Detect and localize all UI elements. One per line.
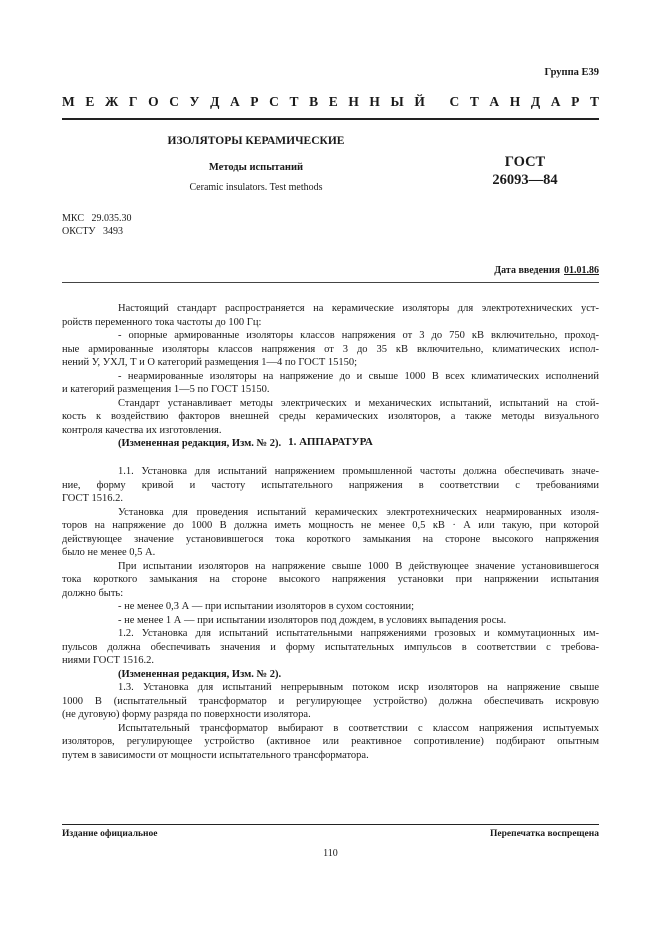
english-title: Ceramic insulators. Test methods (189, 182, 323, 193)
text-line: было не менее 0,5 А. (62, 547, 156, 558)
reprint-note: Перепечатка воспрещена (489, 829, 599, 839)
banner-letter: В (309, 94, 319, 109)
banner-letter: А (229, 94, 240, 109)
section-heading: 1. АППАРАТУРА (288, 436, 373, 448)
banner-letter: Д (530, 94, 541, 109)
gost-number: 26093—84 (492, 172, 558, 188)
banner-letter: Н (509, 94, 521, 109)
text-line: Испытательный трансформатор выбирают в соответствии с классом напряжения испытуемых (118, 722, 599, 734)
okstu-code: ОКСТУ 3493 (62, 226, 124, 237)
banner-letter: Т (589, 94, 599, 109)
text-line: При испытании изоляторов на напряжение свыше 1000 В действующее значение установившегося (118, 560, 599, 572)
page-number: 110 (323, 848, 338, 859)
text-line: пульсов должна обеспечивать значения и форму испытательных импульсов в соответствии с требова- (62, 641, 599, 653)
gost-designation (460, 153, 590, 189)
banner-letter: Ж (104, 94, 119, 109)
intro-text (62, 302, 599, 451)
text-line: должно быть: (62, 587, 124, 599)
banner-letter: Г (128, 94, 138, 109)
text-line: путем в зависимости от мощности испытательного трансформатора. (62, 749, 369, 761)
banner-letter: Т (469, 94, 479, 109)
top-rule (62, 118, 599, 120)
text-line: - не менее 0,3 А — при испытании изоляторов в сухом состоянии; (118, 601, 415, 612)
text-line: контроля качества их изготовления. (62, 424, 222, 436)
text-line: 1.3. Установка для испытаний непрерывным потоком искр изоляторов на напряжение свыше (118, 682, 599, 693)
intro-date-value: 01.01.86 (564, 265, 599, 276)
text-line: - опорные армированные изоляторы классов напряжения от 3 до 750 кВ включительно, проход- (118, 330, 599, 341)
banner-letter: Е (328, 94, 338, 109)
text-line: (не дуговую) форму разряда по поверхности изолятора. (62, 709, 311, 720)
banner-letter: С (269, 94, 279, 109)
standard-banner (62, 94, 599, 110)
banner-letter: У (189, 94, 200, 109)
banner-letter: Ы (390, 94, 404, 109)
document-subtitle: Методы испытаний (208, 162, 304, 173)
text-line: изоляторов, регулирующее устройство (активное или реактивное сопротивление) подбирают опытным (62, 736, 599, 747)
text-line: нений У, УХЛ, Т и О категорий размещения 1—4 по ГОСТ 15150; (62, 357, 358, 368)
document-title: ИЗОЛЯТОРЫ КЕРАМИЧЕСКИЕ (167, 135, 345, 147)
text-line: Настоящий стандарт распространяется на керамические изоляторы для электротехнических уст- (118, 303, 599, 314)
text-line: ные армированные изоляторы классов напряжения от 3 до 35 кВ включительно, климатических испол- (62, 343, 599, 355)
mks-code: МКС 29.035.30 (62, 213, 132, 224)
banner-letter: М (62, 94, 75, 109)
banner-letter: Е (85, 94, 95, 109)
banner-letter: Н (369, 94, 380, 109)
section1-text (62, 465, 599, 762)
text-line: 1.1. Установка для испытаний напряжением промышленной частоты должна обеспечивать значе- (118, 466, 599, 477)
banner-letter: О (148, 94, 159, 109)
banner-letter: Й (414, 94, 425, 109)
banner-letter: Р (250, 94, 259, 109)
banner-letter: Н (348, 94, 359, 109)
intro-date-label: Дата введения (494, 265, 560, 276)
date-rule (62, 282, 599, 283)
banner-letter: Р (571, 94, 580, 109)
banner-letter: А (489, 94, 500, 109)
banner-letter: А (550, 94, 561, 109)
text-line: 1.2. Установка для испытаний испытательными напряжениями грозовых и коммутационных им- (118, 628, 599, 639)
text-line: и категорий размещения 1—5 по ГОСТ 15150. (62, 384, 270, 395)
edition-note: Издание официальное (62, 829, 158, 839)
text-line: - неармированные изоляторы на напряжение до и свыше 1000 В всех климатических исполнений (118, 370, 599, 382)
text-line: ниями ГОСТ 1516.2. (62, 655, 155, 666)
banner-letter: С (449, 94, 460, 109)
amendment-note: (Измененная редакция, Изм. № 2). (118, 668, 282, 680)
text-line: ГОСТ 1516.2. (62, 493, 124, 504)
text-line: тока короткого замыкания на стороне высокого напряжения установки при напряжении испытания (62, 574, 599, 585)
text-line: кость к воздействию факторов внешней среды керамических изоляторов, а также методы визуального (62, 411, 599, 422)
gost-label: ГОСТ (504, 154, 546, 170)
text-line: 1000 В (испытательный трансформатор и регулирующее устройство) должна обеспечивать искровую (62, 695, 599, 707)
text-line: Стандарт устанавливает методы электрических и механических испытаний, испытаний на стой- (118, 397, 599, 409)
text-line: - не менее 1 А — при испытании изоляторов под дождем, в условиях выпадения росы. (118, 614, 507, 626)
text-line: ние, форму кривой и частоту испытательного напряжения в соответствии с требованиями (62, 479, 599, 491)
classification-codes (62, 212, 131, 238)
banner-letter: Д (210, 94, 220, 109)
text-line: действующее значение установившегося тока короткого замыкания на стороне высокого напряжения (62, 533, 599, 545)
banner-letter (436, 94, 439, 110)
banner-letter: С (169, 94, 179, 109)
text-line: ройств переменного тока частоты до 100 Гц: (62, 316, 262, 328)
amendment-note: (Измененная редакция, Изм. № 2). (118, 438, 282, 449)
banner-letter: Т (289, 94, 299, 109)
group-code: Группа Е39 (544, 67, 599, 78)
text-line: торов на напряжение до 1000 В должна иметь мощность не менее 0,5 кВ · А или такую, при которой (62, 520, 599, 531)
introduction-date (494, 265, 599, 276)
text-line: Установка для проведения испытаний керамических электротехнических неармированных изоля- (118, 506, 599, 518)
bottom-rule (62, 824, 599, 825)
